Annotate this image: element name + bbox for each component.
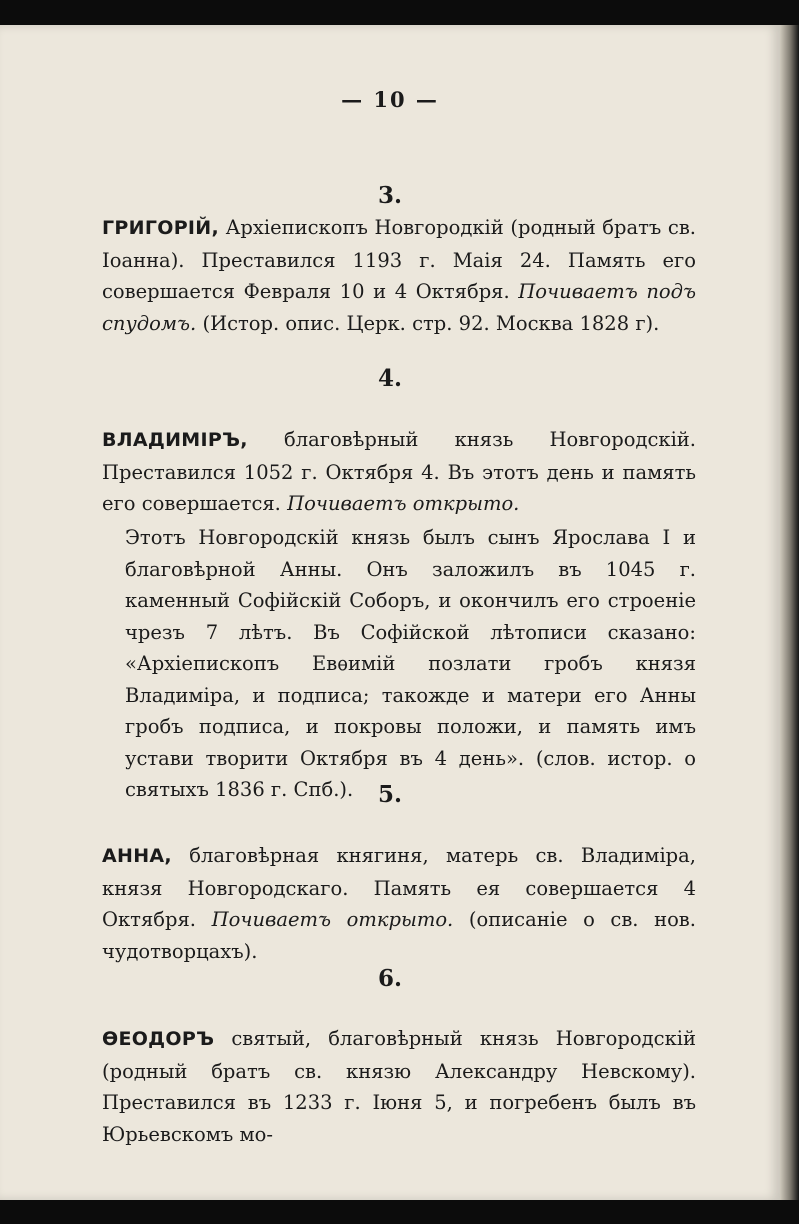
book-page — [0, 25, 780, 1200]
section-number: 3. — [377, 182, 402, 209]
section-number: 6. — [377, 965, 402, 992]
entry-paragraph — [102, 1023, 696, 1150]
entry-paragraph — [102, 424, 696, 520]
entry-name: ГРИГОРІЙ, — [102, 217, 220, 239]
entry-name: АННА, — [102, 845, 172, 867]
entry-text: благовѣрная княгиня, матерь св. Владиміра, князя Новгородскаго. Память ея совершается 4 Октября. — [102, 844, 696, 931]
entry-paragraph — [102, 840, 696, 967]
entry-text: благовѣрный князь Новгородскій. Преставился 1052 г. Октября 4. Въ этотъ день и память его совершается. — [102, 428, 696, 515]
entry-name: ВЛАДИМІРЪ, — [102, 429, 248, 451]
section-number: 5. — [377, 781, 402, 808]
entry-text: святый, благовѣрный князь Новгородскій (родный братъ св. князю Александру Невскому). Преставился въ 1233 г. Іюня 5, и погребенъ былъ въ Юрьевскомъ мо- — [102, 1027, 696, 1146]
page-number: — 10 — — [341, 87, 439, 112]
entry-italic: Почиваетъ открыто. — [211, 908, 454, 931]
section-number: 4. — [377, 365, 402, 392]
note-paragraph: Этотъ Новгородскій князь былъ сынъ Ярослава I и благовѣрной Анны. Онъ заложилъ въ 1045 г. каменный Софійскій Соборъ, и окончилъ его строеніе чрезъ 7 лѣтъ. Въ Софійской лѣтописи сказано: «Архіепископъ Евѳимій позлати гробъ князя Владиміра, и подписа; такожде и матери его Анны гробъ подписа, и покровы положи, и память имъ устави творити Октября въ 4 день». (слов. истор. о святыхъ 1836 г. Спб.). — [125, 526, 696, 801]
entry-italic: Почиваетъ открыто. — [287, 492, 520, 515]
entry-text-tail: (описаніе о св. нов. чудотворцахъ). — [102, 908, 696, 963]
entry-text: Архіепископъ Новгородкій (родный братъ св. Іоанна). Преставился 1193 г. Маія 24. Память его совершается Февраля 10 и 4 Октября. — [102, 216, 696, 303]
entry-text-tail: (Истор. опис. Церк. стр. 92. Москва 1828 г). — [202, 311, 660, 335]
entry-name: ѲЕОДОРЪ — [102, 1028, 215, 1050]
page-edge — [780, 25, 799, 1200]
entry-italic: Почиваетъ подъ спудомъ. — [102, 280, 696, 335]
entry-paragraph — [102, 212, 696, 339]
